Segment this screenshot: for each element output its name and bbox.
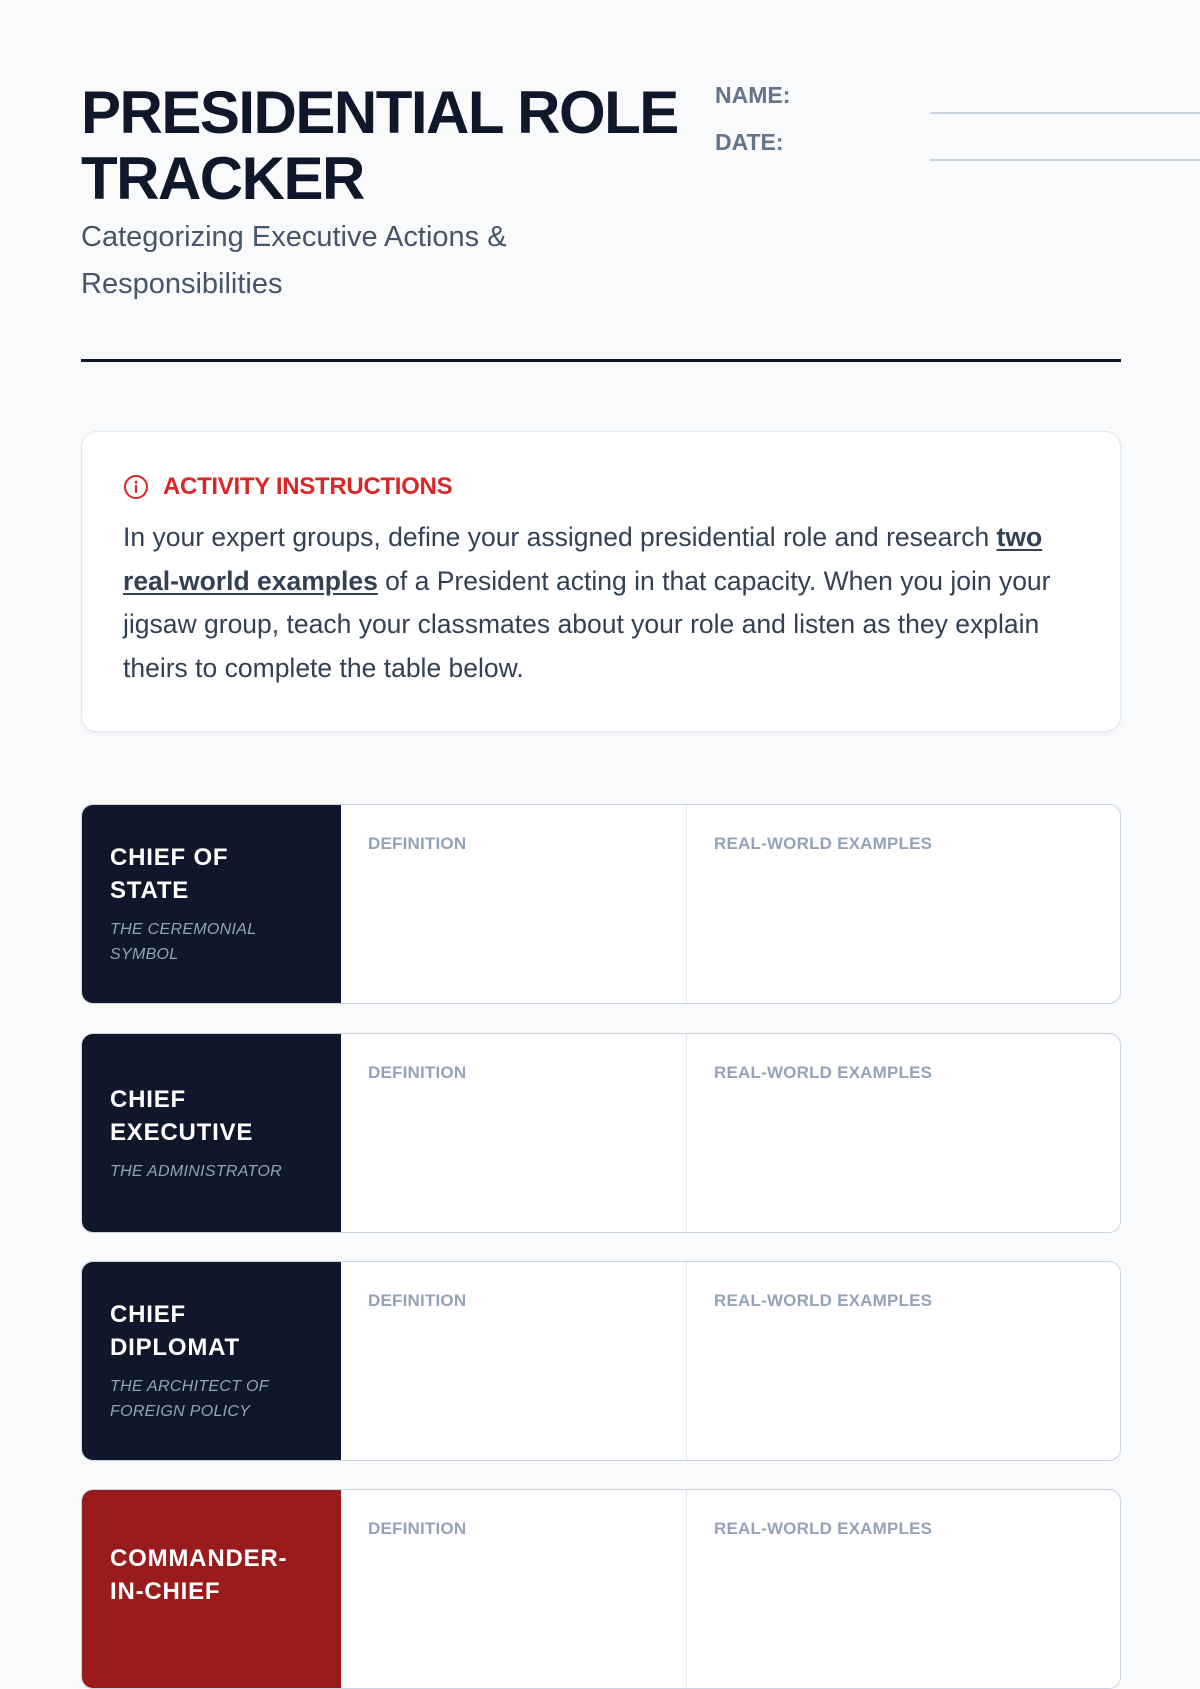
role-name: COMMANDER-IN-CHIEF (110, 1545, 288, 1605)
role-label-cell (82, 805, 341, 1003)
definition-label: DEFINITION (368, 834, 467, 853)
definition-label: DEFINITION (368, 1519, 467, 1538)
definition-cell[interactable] (341, 1034, 687, 1232)
role-tagline: THE CEREMONIAL SYMBOL (110, 921, 257, 963)
examples-cell[interactable] (687, 1034, 1120, 1232)
role-tagline: THE ADMINISTRATOR (110, 1162, 282, 1180)
role-name: CHIEF EXECUTIVE (110, 1085, 254, 1146)
worksheet-page (81, 0, 1121, 1605)
instructions-text-end: of a President acting in that capacity. When you join your jigsaw group, teach your classmates about your role and listen as they explain theirs to complete the table below. (123, 565, 1051, 683)
role-tagline: THE ARCHITECT OF FOREIGN POLICY (110, 1378, 269, 1420)
definition-cell[interactable] (341, 1490, 687, 1688)
worksheet-header (81, 0, 1121, 362)
date-row (715, 125, 1200, 172)
examples-label: REAL-WORLD EXAMPLES (714, 1519, 933, 1538)
examples-cell[interactable] (687, 805, 1120, 1003)
instructions-heading (123, 472, 1080, 502)
role-row (81, 804, 1121, 1004)
date-field[interactable] (930, 159, 1200, 161)
examples-label: REAL-WORLD EXAMPLES (714, 1291, 933, 1310)
page-title: PRESIDENTIAL ROLE TRACKER (81, 79, 678, 212)
instructions-box (81, 431, 1121, 732)
definition-cell[interactable] (341, 805, 687, 1003)
date-label: DATE: (715, 129, 784, 155)
info-icon (123, 474, 149, 500)
name-row (715, 78, 1200, 125)
name-field[interactable] (930, 112, 1200, 114)
examples-label: REAL-WORLD EXAMPLES (714, 834, 933, 853)
header-divider (81, 359, 1121, 362)
student-info (715, 78, 1200, 172)
role-name: CHIEF DIPLOMAT (110, 1301, 240, 1361)
page-subtitle: Categorizing Executive Actions & Responsibilities (81, 221, 507, 300)
examples-cell[interactable] (687, 1490, 1120, 1688)
role-row (81, 1261, 1121, 1461)
examples-cell[interactable] (687, 1262, 1120, 1460)
instructions-emphasis: two real-world examples (123, 522, 1043, 596)
definition-cell[interactable] (341, 1262, 687, 1460)
examples-label: REAL-WORLD EXAMPLES (714, 1063, 933, 1082)
instructions-text (123, 516, 1080, 690)
name-label: NAME: (715, 82, 791, 108)
role-name: CHIEF OF STATE (110, 844, 229, 904)
definition-label: DEFINITION (368, 1063, 467, 1082)
role-row (81, 1489, 1121, 1689)
instructions-text-start: In your expert groups, define your assigned presidential role and research (123, 522, 997, 552)
definition-label: DEFINITION (368, 1291, 467, 1310)
role-row (81, 1033, 1121, 1233)
role-label-cell (82, 1490, 341, 1688)
role-label-cell (82, 1034, 341, 1232)
instructions-title: ACTIVITY INSTRUCTIONS (163, 473, 453, 500)
role-label-cell (82, 1262, 341, 1460)
